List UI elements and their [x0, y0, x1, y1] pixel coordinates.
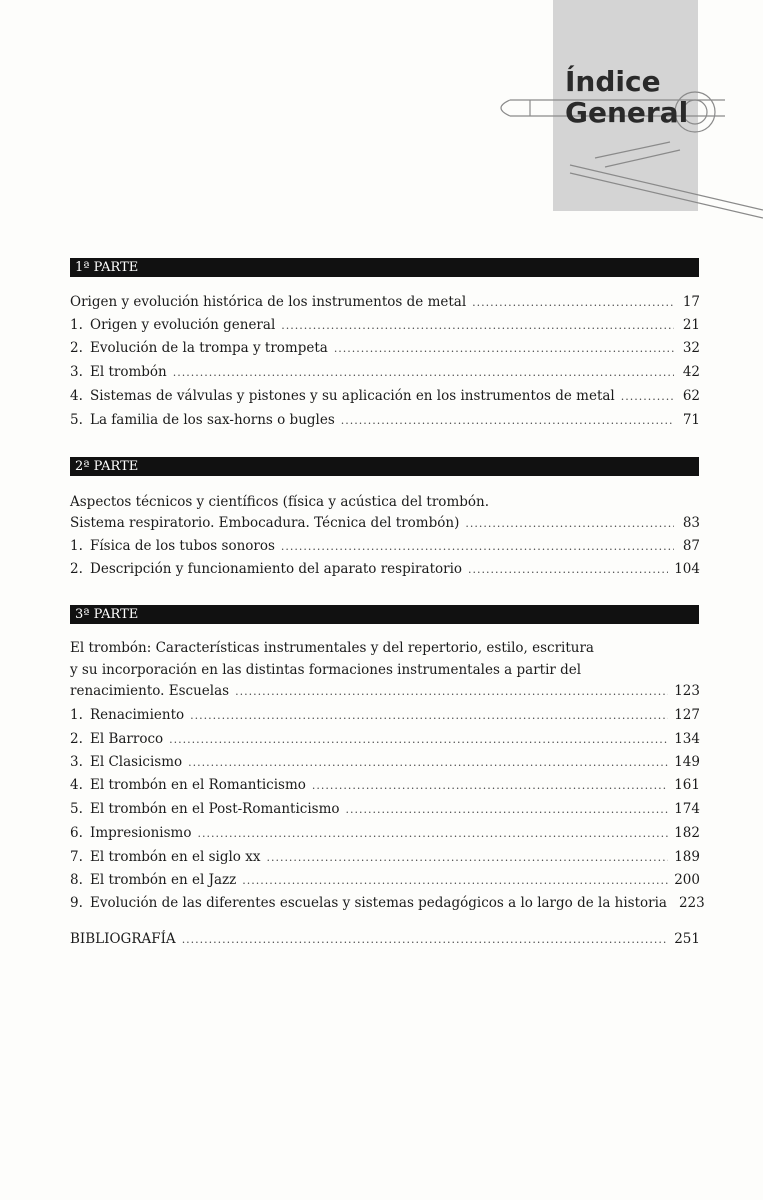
entry-page: 104 [674, 561, 700, 577]
entry-text: Origen y evolución histórica de los instrumentos de metal [70, 294, 467, 310]
leader-dots [197, 822, 668, 845]
toc-entry [70, 361, 700, 384]
entry-number: 3. [70, 754, 83, 770]
toc-entry [70, 846, 700, 869]
entry-page: 62 [682, 388, 700, 404]
entry-text: El Clasicismo [90, 754, 183, 770]
entry-text: Impresionismo [90, 825, 192, 841]
entry-page: 83 [682, 515, 700, 531]
leader-dots [281, 314, 674, 337]
section-intro-line: El trombón: Características instrumentales y del repertorio, estilo, escritura [70, 640, 594, 656]
entry-page: 32 [682, 340, 700, 356]
toc-entry [70, 704, 700, 727]
entry-text: El trombón en el Post-Romanticismo [90, 801, 340, 817]
bibliography-entry [70, 928, 700, 951]
entry-number: 1. [70, 317, 83, 333]
leader-dots [173, 361, 674, 384]
entry-text: Sistemas de válvulas y pistones y su aplicación en los instrumentos de metal [90, 388, 615, 404]
part-3-header [70, 605, 699, 624]
part-2-header [70, 457, 699, 476]
entry-page: 174 [674, 801, 700, 817]
entry-page: 87 [682, 538, 700, 554]
toc-entry [70, 291, 700, 314]
entry-number: 1. [70, 707, 83, 723]
entry-page: 21 [682, 317, 700, 333]
entry-text: Evolución de las diferentes escuelas y sistemas pedagógicos a lo largo de la historia [90, 895, 667, 911]
entry-number: 2. [70, 340, 83, 356]
leader-dots [235, 680, 668, 703]
entry-number: 4. [70, 388, 83, 404]
entry-text: El trombón [90, 364, 167, 380]
toc-entry [70, 822, 700, 845]
entry-page: 182 [674, 825, 700, 841]
entry-number: 6. [70, 825, 83, 841]
toc-entry [70, 337, 700, 360]
leader-dots [465, 512, 674, 535]
section-intro-line: y su incorporación en las distintas formaciones instrumentales a partir del [70, 662, 582, 678]
entry-page: 161 [674, 777, 700, 793]
leader-dots [242, 869, 668, 892]
toc-entry [70, 798, 700, 821]
entry-text: El trombón en el Jazz [90, 872, 237, 888]
toc-entry [70, 728, 700, 751]
entry-number: 5. [70, 801, 83, 817]
toc-entry [70, 314, 700, 337]
entry-page: 149 [674, 754, 700, 770]
part-2-label: 2ª PARTE [75, 459, 139, 474]
toc-entry [70, 385, 700, 408]
leader-dots [341, 409, 674, 432]
entry-number: 5. [70, 412, 83, 428]
entry-text: Sistema respiratorio. Embocadura. Técnica del trombón) [70, 515, 460, 531]
entry-page: 71 [682, 412, 700, 428]
entry-number: 3. [70, 364, 83, 380]
entry-page: 127 [674, 707, 700, 723]
bibliography-text: BIBLIOGRAFÍA [70, 931, 176, 947]
entry-text: renacimiento. Escuelas [70, 683, 230, 699]
toc-entry [70, 512, 700, 535]
entry-page: 189 [674, 849, 700, 865]
entry-page: 223 [678, 895, 705, 911]
entry-text: Física de los tubos sonoros [90, 538, 275, 554]
toc-entry [70, 751, 700, 774]
toc-entry [70, 892, 705, 915]
leader-dots [169, 728, 668, 751]
part-1-header [70, 258, 699, 277]
toc-entry [70, 409, 700, 432]
part-1-label: 1ª PARTE [75, 260, 139, 275]
entry-text: Evolución de la trompa y trompeta [90, 340, 328, 356]
entry-text: El Barroco [90, 731, 164, 747]
entry-number: 9. [70, 895, 83, 911]
title-line-1: Índice [565, 65, 661, 98]
leader-dots [312, 774, 668, 797]
entry-text: El trombón en el Romanticismo [90, 777, 306, 793]
toc-entry [70, 535, 700, 558]
entry-text: Renacimiento [90, 707, 185, 723]
entry-number: 2. [70, 731, 83, 747]
entry-page: 17 [682, 294, 700, 310]
leader-dots [266, 846, 668, 869]
bibliography-page: 251 [674, 931, 700, 947]
toc-entry [70, 558, 700, 581]
toc-entry [70, 869, 700, 892]
entry-text: La familia de los sax-horns o bugles [90, 412, 335, 428]
section-intro-line: Aspectos técnicos y científicos (física y acústica del trombón. [70, 494, 489, 510]
entry-text: Origen y evolución general [90, 317, 276, 333]
title-line-2: General [565, 96, 689, 129]
entry-number: 8. [70, 872, 83, 888]
toc-entry [70, 680, 700, 703]
leader-dots [346, 798, 669, 821]
leader-dots [188, 751, 668, 774]
page-title [565, 66, 688, 128]
leader-dots [621, 385, 674, 408]
entry-page: 42 [682, 364, 700, 380]
entry-page: 200 [674, 872, 700, 888]
entry-number: 4. [70, 777, 83, 793]
leader-dots [182, 928, 669, 951]
entry-text: El trombón en el siglo xx [90, 849, 261, 865]
entry-page: 134 [674, 731, 700, 747]
leader-dots [472, 291, 674, 314]
leader-dots [334, 337, 674, 360]
entry-number: 7. [70, 849, 83, 865]
toc-entry [70, 774, 700, 797]
leader-dots [190, 704, 668, 727]
entry-page: 123 [674, 683, 700, 699]
entry-text: Descripción y funcionamiento del aparato respiratorio [90, 561, 463, 577]
entry-number: 1. [70, 538, 83, 554]
entry-number: 2. [70, 561, 83, 577]
leader-dots [281, 535, 674, 558]
part-3-label: 3ª PARTE [75, 607, 139, 622]
leader-dots [468, 558, 668, 581]
